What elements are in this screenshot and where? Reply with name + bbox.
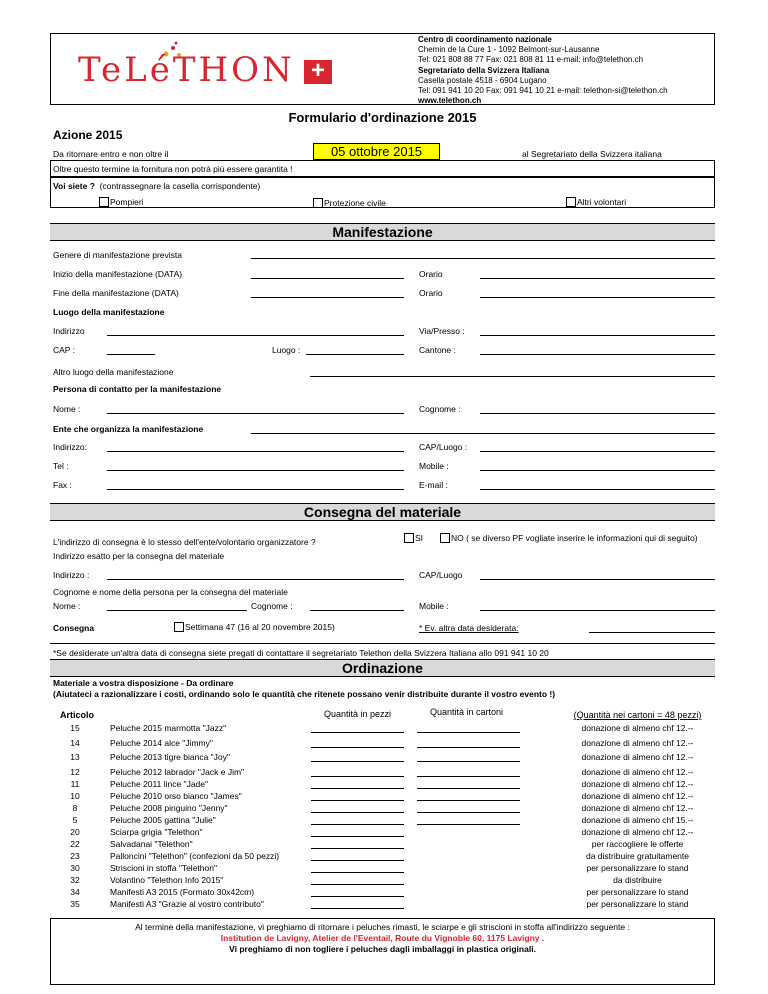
protezione-label: Protezione civile xyxy=(324,198,386,208)
option-pompieri[interactable] xyxy=(99,197,144,207)
altra-data-field[interactable] xyxy=(589,632,715,633)
email-field[interactable] xyxy=(480,489,715,490)
si-label: SI xyxy=(415,533,424,543)
consegna-question: L'indirizzo di consegna è lo stesso dell'ente/volontario organizzatore ? xyxy=(53,537,316,547)
qty-pezzi-field[interactable] xyxy=(311,860,404,861)
deadline-field: 05 ottobre 2015 xyxy=(313,143,440,160)
fax-field[interactable] xyxy=(107,489,404,490)
no-label: NO ( se diverso PF vogliate inserire le informazioni qui di seguito) xyxy=(451,533,698,543)
item-number: 13 xyxy=(70,752,80,762)
consegna-nome-label: Nome : xyxy=(53,601,81,611)
fine-label: Fine della manifestazione (DATA) xyxy=(53,288,179,298)
item-name: Peluche 2008 pinguino "Jenny" xyxy=(110,803,228,813)
genere-label: Genere di manifestazione prevista xyxy=(53,250,182,260)
cantone-field[interactable] xyxy=(480,354,715,355)
item-number: 14 xyxy=(70,738,80,748)
qty-cartoni-field[interactable] xyxy=(417,732,520,733)
indirizzo-esatto-label: Indirizzo esatto per la consegna del materiale xyxy=(53,551,225,561)
footer-address: Institution de Lavigny, Atelier de l'Eventail, Route du Vignoble 60, 1175 Lavigny . xyxy=(220,933,545,943)
warning-text: Oltre questo termine la fornitura non potrà più essere garantita ! xyxy=(53,164,293,174)
item-number: 35 xyxy=(70,899,80,909)
qty-cartoni-field[interactable] xyxy=(417,776,520,777)
fax-label: Fax : xyxy=(53,480,72,490)
item-name: Peluche 2015 marmotta "Jazz" xyxy=(110,723,227,733)
item-number: 10 xyxy=(70,791,80,801)
contact-line: Casella postale 4518 - 6904 Lugano xyxy=(418,75,547,85)
item-name: Sciarpa grigia "Telethon" xyxy=(110,827,203,837)
consegna-footnote: *Se desiderate un'altra data di consegna siete pregati di contattare il segretariato Telethon della Svizzera Italiana allo 091 941 10 20 xyxy=(53,648,549,658)
nome-field[interactable] xyxy=(107,413,404,414)
return-text: Da ritornare entro e non oltre il xyxy=(53,149,169,159)
consegna-mobile-field[interactable] xyxy=(480,610,715,611)
cognome-field[interactable] xyxy=(480,413,715,414)
ordinazione-sub2: (Aiutateci a razionalizzare i costi, ordinando solo le quantità che ritenete possano venir distribuite durante il vostro evento !) xyxy=(53,689,556,699)
voi-siete-line xyxy=(53,181,260,191)
consegna-nome-field[interactable] xyxy=(107,610,247,611)
indirizzo-field[interactable] xyxy=(107,335,404,336)
contact-line: Tel: 091 941 10 20 Fax: 091 941 10 21 e-mail: telethon-si@telethon.ch xyxy=(418,86,668,96)
option-settimana[interactable] xyxy=(174,622,335,632)
contact-line: Centro di coordinamento nazionale xyxy=(418,35,552,44)
qty-cartoni-field[interactable] xyxy=(417,788,520,789)
col-cartoni: Quantità in cartoni xyxy=(430,707,504,717)
qty-pezzi-field[interactable] xyxy=(311,732,404,733)
consegna-cognome-label: Cognome : xyxy=(251,601,293,611)
via-field[interactable] xyxy=(480,335,715,336)
fine-field[interactable] xyxy=(251,297,404,298)
altro-luogo-field[interactable] xyxy=(310,376,715,377)
item-note: donazione di almeno chf 12.-- xyxy=(581,738,694,748)
qty-pezzi-field[interactable] xyxy=(311,872,404,873)
col-pezzi: Quantità in pezzi xyxy=(324,709,392,719)
settimana-checkbox[interactable] xyxy=(174,622,184,632)
item-number: 30 xyxy=(70,863,80,873)
altro-luogo-label: Altro luogo della manifestazione xyxy=(53,367,174,377)
consegna-cap-field[interactable] xyxy=(480,579,715,580)
item-note: donazione di almeno chf 12.-- xyxy=(581,723,694,733)
item-note: donazione di almeno chf 12.-- xyxy=(581,779,694,789)
item-note: per personalizzare lo stand xyxy=(586,863,689,873)
consegna-cognome-field[interactable] xyxy=(310,610,404,611)
inizio-label: Inizio della manifestazione (DATA) xyxy=(53,269,183,279)
protezione-checkbox[interactable] xyxy=(313,198,323,208)
qty-pezzi-field[interactable] xyxy=(311,776,404,777)
contact-line: www.telethon.ch xyxy=(418,96,482,106)
option-no[interactable] xyxy=(440,533,698,543)
consegna-mobile-label: Mobile : xyxy=(419,601,449,611)
consegna-indirizzo-label: Indirizzo : xyxy=(53,570,90,580)
section-manifestazione: Manifestazione xyxy=(50,223,715,241)
contact-line: Chemin de la Cure 1 - 1092 Belmont-sur-Lausanne xyxy=(418,45,600,55)
item-number: 32 xyxy=(70,875,80,885)
no-checkbox[interactable] xyxy=(440,533,450,543)
mobile-field[interactable] xyxy=(480,470,715,471)
altra-data-label: * Ev. altra data desiderata: xyxy=(419,623,519,633)
item-name: Peluche 2012 labrador "Jack e Jim" xyxy=(110,767,245,777)
contatto-heading: Persona di contatto per la manifestazione xyxy=(53,384,222,394)
qty-cartoni-field[interactable] xyxy=(417,824,520,825)
consegna-indirizzo-field[interactable] xyxy=(107,579,404,580)
orario-label-1: Orario xyxy=(419,269,443,279)
inizio-field[interactable] xyxy=(251,278,404,279)
indirizzo2-field[interactable] xyxy=(107,451,404,452)
telethon-logo xyxy=(78,40,338,90)
ente-field[interactable] xyxy=(251,433,715,434)
cap-field[interactable] xyxy=(107,354,155,355)
item-note: donazione di almeno chf 12.-- xyxy=(581,803,694,813)
mobile-label: Mobile : xyxy=(419,461,449,471)
si-checkbox[interactable] xyxy=(404,533,414,543)
qty-pezzi-field[interactable] xyxy=(311,836,404,837)
cap-luogo-field[interactable] xyxy=(480,451,715,452)
item-number: 23 xyxy=(70,851,80,861)
item-name: Palloncini "Telethon" (confezioni da 50 pezzi) xyxy=(110,851,280,861)
email-label: E-mail : xyxy=(419,480,448,490)
orario-field-1[interactable] xyxy=(480,278,715,279)
item-name: Peluche 2010 orso bianco "James" xyxy=(110,791,242,801)
item-name: Volantino "Telethon Info 2015" xyxy=(110,875,224,885)
option-protezione[interactable] xyxy=(313,198,386,208)
qty-pezzi-field[interactable] xyxy=(311,788,404,789)
consegna-label: Consegna xyxy=(53,623,95,633)
indirizzo-label: Indirizzo xyxy=(53,326,85,336)
indirizzo2-label: Indirizzo: xyxy=(53,442,88,452)
orario-field-2[interactable] xyxy=(480,297,715,298)
item-number: 11 xyxy=(70,779,80,789)
col-articolo: Articolo xyxy=(60,710,95,720)
qty-pezzi-field[interactable] xyxy=(311,761,404,762)
item-name: Manifesti A3 "Grazie al vostro contributo" xyxy=(110,899,264,909)
contact-line: Tel: 021 808 88 77 Fax: 021 808 81 11 e-mail: info@telethon.ch xyxy=(418,55,644,65)
qty-cartoni-field[interactable] xyxy=(417,761,520,762)
tel-field[interactable] xyxy=(107,470,404,471)
item-number: 5 xyxy=(72,815,78,825)
qty-cartoni-field[interactable] xyxy=(417,747,520,748)
item-note: donazione di almeno chf 12.-- xyxy=(581,752,694,762)
qty-cartoni-field[interactable] xyxy=(417,800,520,801)
item-number: 22 xyxy=(70,839,80,849)
luogo-field[interactable] xyxy=(306,354,404,355)
qty-pezzi-field[interactable] xyxy=(311,824,404,825)
option-si[interactable] xyxy=(404,533,423,543)
item-note: da distribuire gratuitamente xyxy=(585,851,689,861)
cantone-label: Cantone : xyxy=(419,345,456,355)
voi-siete-hint: (contrassegnare la casella corrispondente) xyxy=(99,181,261,191)
altri-checkbox[interactable] xyxy=(566,197,576,207)
cognome-label: Cognome : xyxy=(419,404,461,414)
altri-label: Altri volontari xyxy=(577,197,627,207)
via-label: Via/Presso : xyxy=(419,326,465,336)
footer-line3: Vi preghiamo di non togliere i peluches dagli imballaggi in plastica originali. xyxy=(229,944,536,954)
qty-pezzi-field[interactable] xyxy=(311,884,404,885)
voi-siete-label: Voi siete ? xyxy=(53,181,95,191)
qty-pezzi-field[interactable] xyxy=(311,908,404,909)
item-note: per personalizzare lo stand xyxy=(586,887,689,897)
qty-cartoni-field[interactable] xyxy=(417,812,520,813)
qty-pezzi-field[interactable] xyxy=(311,747,404,748)
item-number: 34 xyxy=(70,887,80,897)
cognome-nome-label: Cognome e nome della persona per la consegna del materiale xyxy=(53,587,288,597)
item-number: 8 xyxy=(72,803,78,813)
option-altri[interactable] xyxy=(566,197,626,207)
pompieri-label: Pompieri xyxy=(110,197,144,207)
ente-heading: Ente che organizza la manifestazione xyxy=(53,424,204,434)
item-note: donazione di almeno chf 12.-- xyxy=(581,791,694,801)
genere-field[interactable] xyxy=(251,258,715,259)
item-name: Peluche 2005 gattina "Julie" xyxy=(110,815,216,825)
item-name: Peluche 2013 tigre bianca "Joy" xyxy=(110,752,230,762)
nome-label: Nome : xyxy=(53,404,81,414)
cap-luogo-label: CAP/Luogo : xyxy=(419,442,468,452)
consegna-cap-label: CAP/Luogo xyxy=(419,570,463,580)
qty-pezzi-field[interactable] xyxy=(311,848,404,849)
item-note: da distribuire xyxy=(613,875,662,885)
item-number: 15 xyxy=(70,723,80,733)
qty-pezzi-field[interactable] xyxy=(311,800,404,801)
luogo-heading: Luogo della manifestazione xyxy=(53,307,165,317)
footer-line1: Al termine della manifestazione, vi preghiamo di ritornare i peluches rimasti, le sciarpe e gli striscioni in stoffa all'indirizzo seguente : xyxy=(135,922,630,932)
logo-text: TeLéTHON xyxy=(78,50,295,90)
item-note: per personalizzare lo stand xyxy=(586,899,689,909)
orario-label-2: Orario xyxy=(419,288,443,298)
item-note: donazione di almeno chf 12.-- xyxy=(581,827,694,837)
section-ordinazione: Ordinazione xyxy=(50,659,715,677)
divider-footnote xyxy=(50,643,715,644)
col-note: (Quantità nei cartoni = 48 pezzi) xyxy=(573,710,702,720)
item-name: Peluche 2011 lince "Jade" xyxy=(110,779,209,789)
item-number: 20 xyxy=(70,827,80,837)
contact-line: Segretariato della Svizzera Italiana xyxy=(418,65,550,75)
item-note: donazione di almeno chf 15.-- xyxy=(581,815,694,825)
contact-block xyxy=(418,35,714,106)
luogo-label: Luogo : xyxy=(272,345,301,355)
item-note: donazione di almeno chf 12.-- xyxy=(581,767,694,777)
section-consegna: Consegna del materiale xyxy=(50,503,715,521)
swiss-cross-icon: + xyxy=(304,60,332,84)
cap-label: CAP : xyxy=(53,345,76,355)
ordinazione-sub1: Materiale a vostra disposizione - Da ordinare xyxy=(53,678,234,688)
item-note: per raccogliere le offerte xyxy=(591,839,684,849)
form-title: Formulario d'ordinazione 2015 xyxy=(288,110,477,125)
item-name: Manifesti A3 2015 (Formato 30x42cm) xyxy=(110,887,255,897)
azione-label: Azione 2015 xyxy=(53,128,123,142)
item-number: 12 xyxy=(70,767,80,777)
qty-pezzi-field[interactable] xyxy=(311,812,404,813)
pompieri-checkbox[interactable] xyxy=(99,197,109,207)
tel-label: Tel : xyxy=(53,461,69,471)
item-name: Salvadanai "Telethon" xyxy=(110,839,193,849)
settimana-label: Settimana 47 (16 al 20 novembre 2015) xyxy=(185,622,335,632)
item-name: Peluche 2014 alce "Jimmy" xyxy=(110,738,213,748)
item-name: Striscioni in stoffa "Telethon" xyxy=(110,863,217,873)
return-to: al Segretariato della Svizzera italiana xyxy=(522,149,662,159)
qty-pezzi-field[interactable] xyxy=(311,896,404,897)
